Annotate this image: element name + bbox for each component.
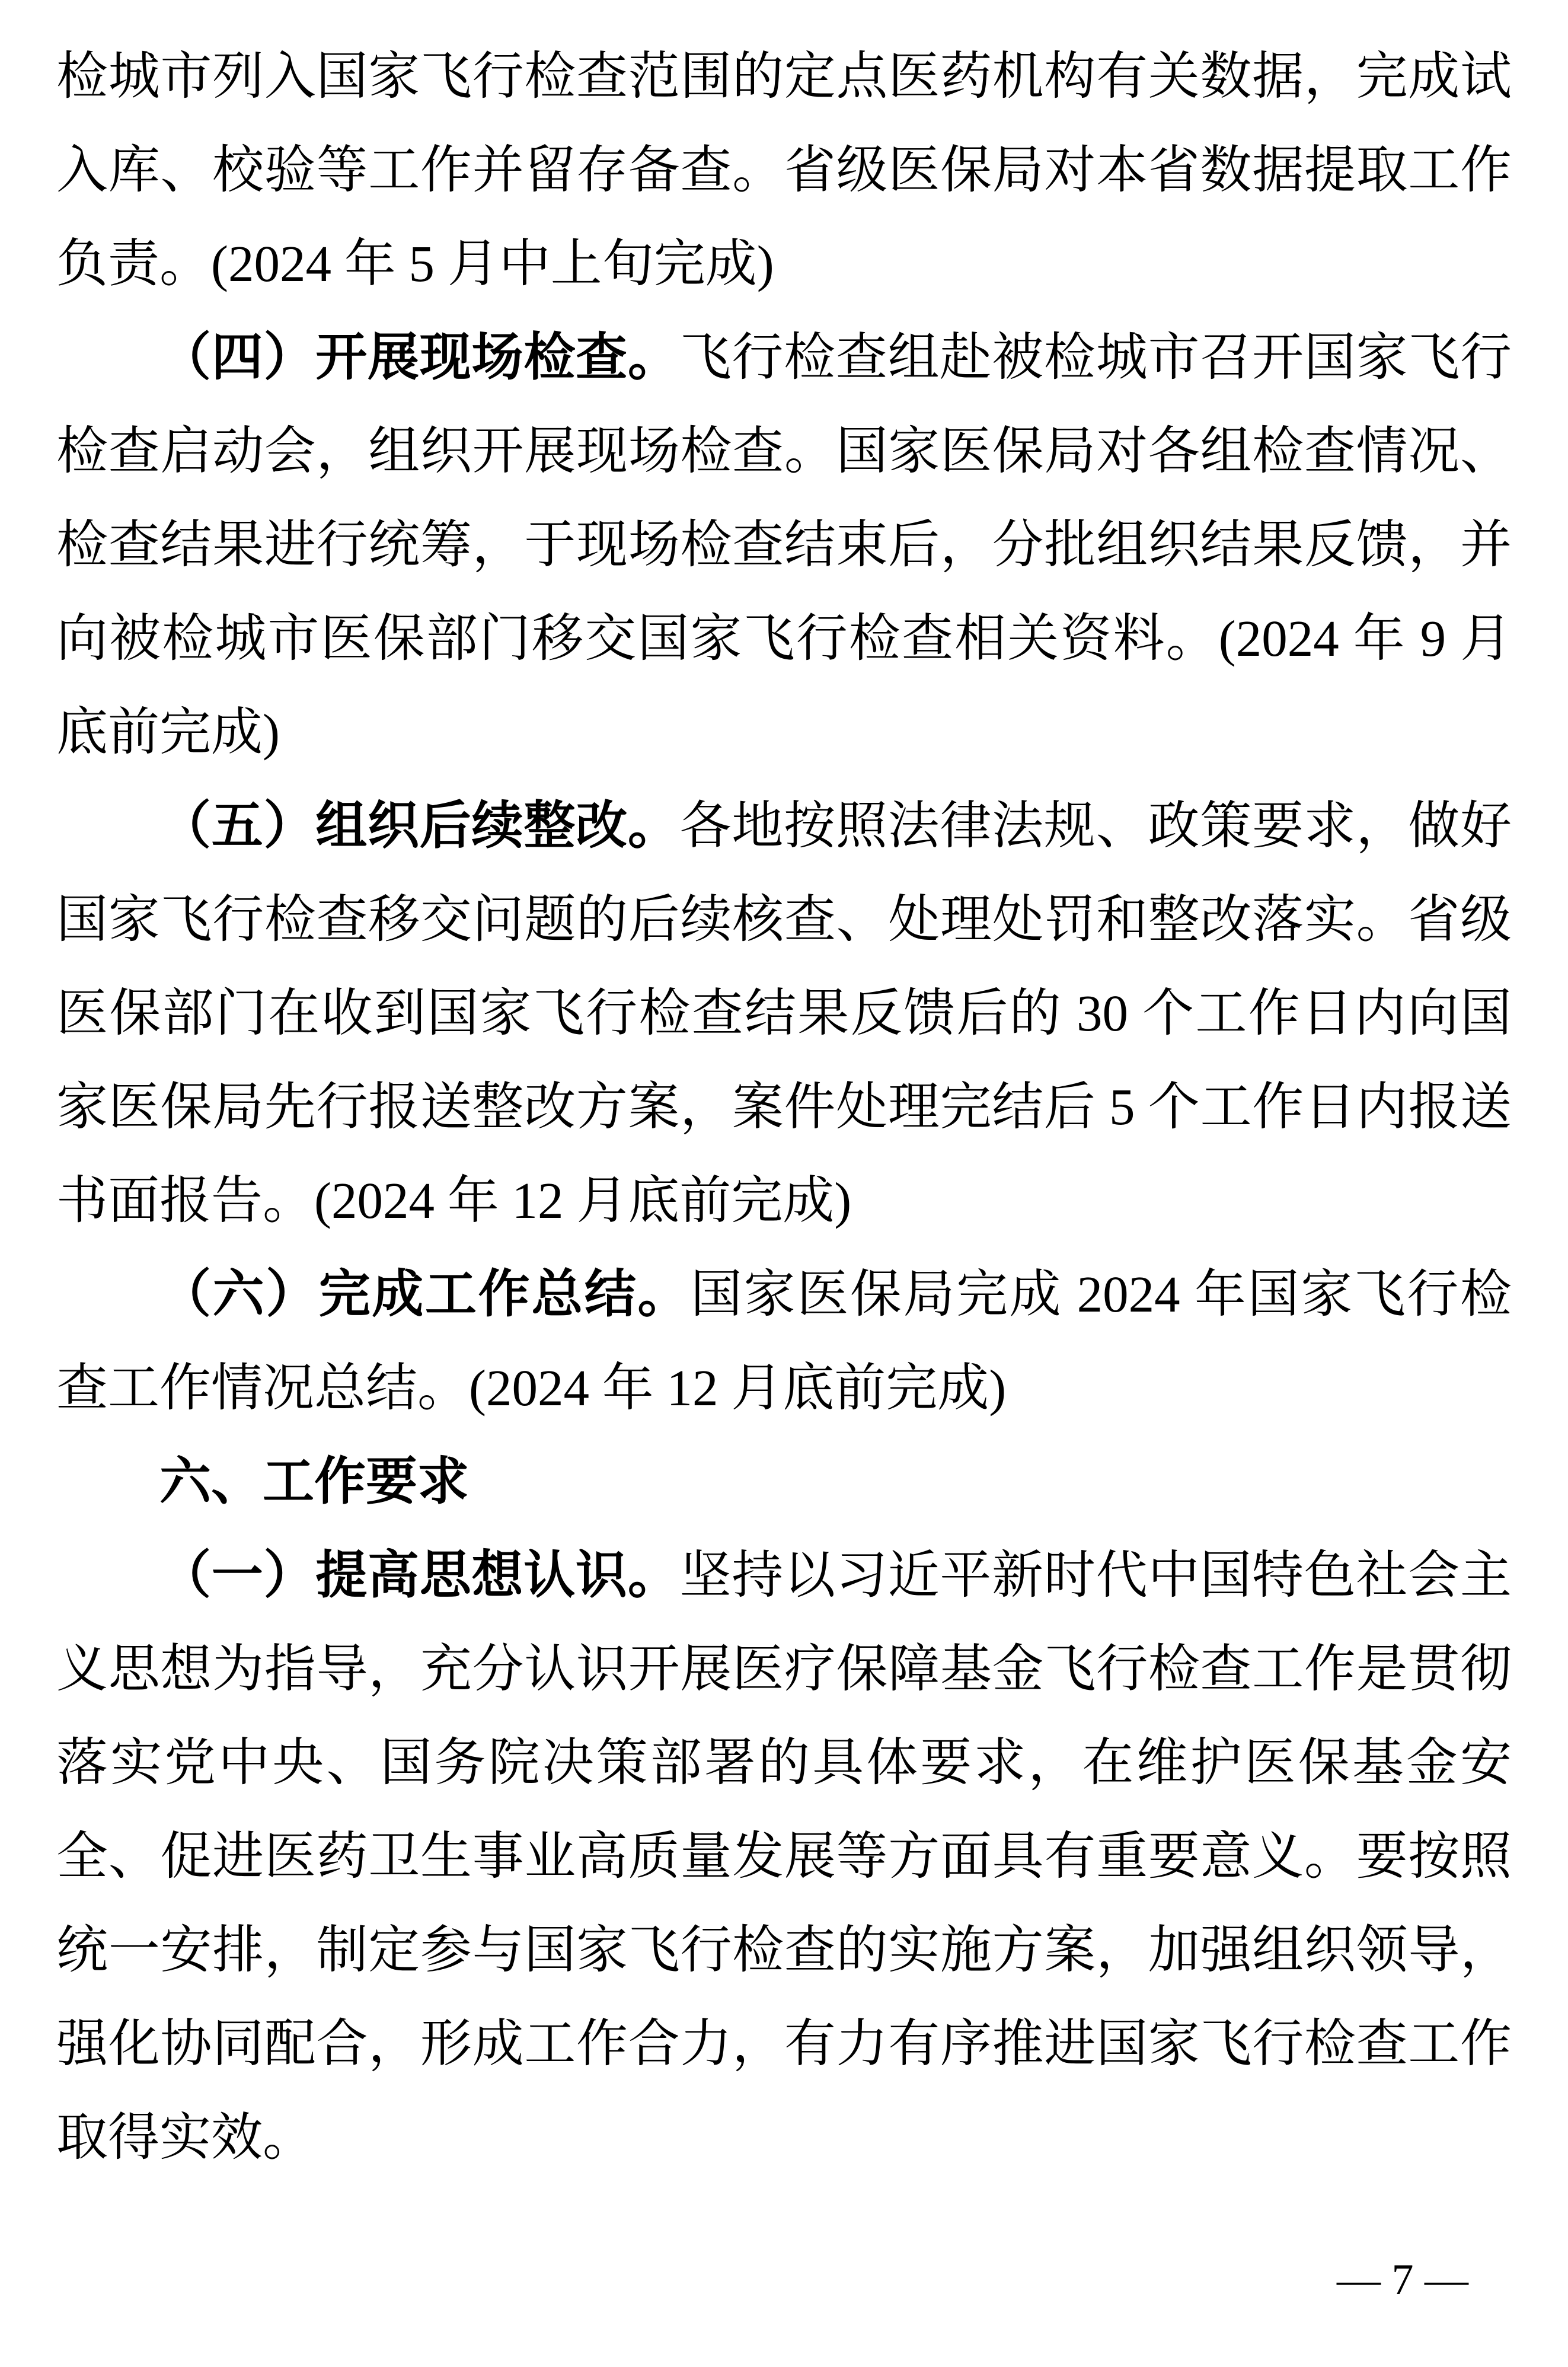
section-heading [56,1435,1512,1529]
paragraph-section-4 [56,311,1512,779]
document-body [56,30,1512,2184]
paragraph-continuation [56,30,1512,311]
paragraph-text: 坚持以习近平新时代中国特色社会主义思想为指导，充分认识开展医疗保障基金飞行检查工作是贯彻落实党中央、国务院决策部署的具体要求，在维护医保基金安全、促进医药卫生事业高质量发展等方面具有重要意义。要按照统一安排，制定参与国家飞行检查的实施方案，加强组织领导，强化协同配合，形成工作合力，有力有序推进国家飞行检查工作取得实效。 [56,1546,1512,2166]
paragraph-text: 各地按照法律法规、政策要求，做好国家飞行检查移交问题的后续核查、处理处罚和整改落实。省级医保部门在收到国家飞行检查结果反馈后的 30 个工作日内向国家医保局先行报送整改方案，案件处理完结后 5 个工作日内报送书面报告。(2024 年 12 月底前完成) [56,797,1512,1229]
paragraph-text: 检城市列入国家飞行检查范围的定点医药机构有关数据，完成试入库、校验等工作并留存备查。省级医保局对本省数据提取工作负责。(2024 年 5 月中上旬完成) [56,47,1512,292]
paragraph-lead: （六）完成工作总结。 [159,1265,691,1323]
paragraph-section-5 [56,779,1512,1248]
paragraph-text: 国家医保局完成 2024 年国家飞行检查工作情况总结。(2024 年 12 月底前完成) [56,1265,1512,1417]
paragraph-section-6 [56,1248,1512,1435]
paragraph-text: 飞行检查组赴被检城市召开国家飞行检查启动会，组织开展现场检查。国家医保局对各组检查情况、检查结果进行统筹，于现场检查结束后，分批组织结果反馈，并向被检城市医保部门移交国家飞行检查相关资料。(2024 年 9 月底前完成) [56,328,1512,761]
paragraph-section-1 [56,1529,1512,2184]
paragraph-lead: （五）组织后续整改。 [159,797,680,854]
paragraph-lead: （一）提高思想认识。 [159,1546,680,1604]
paragraph-lead: （四）开展现场检查。 [159,328,680,386]
page-number: — 7 — [1337,2256,1468,2304]
section-heading-text: 六、工作要求 [159,1453,469,1510]
